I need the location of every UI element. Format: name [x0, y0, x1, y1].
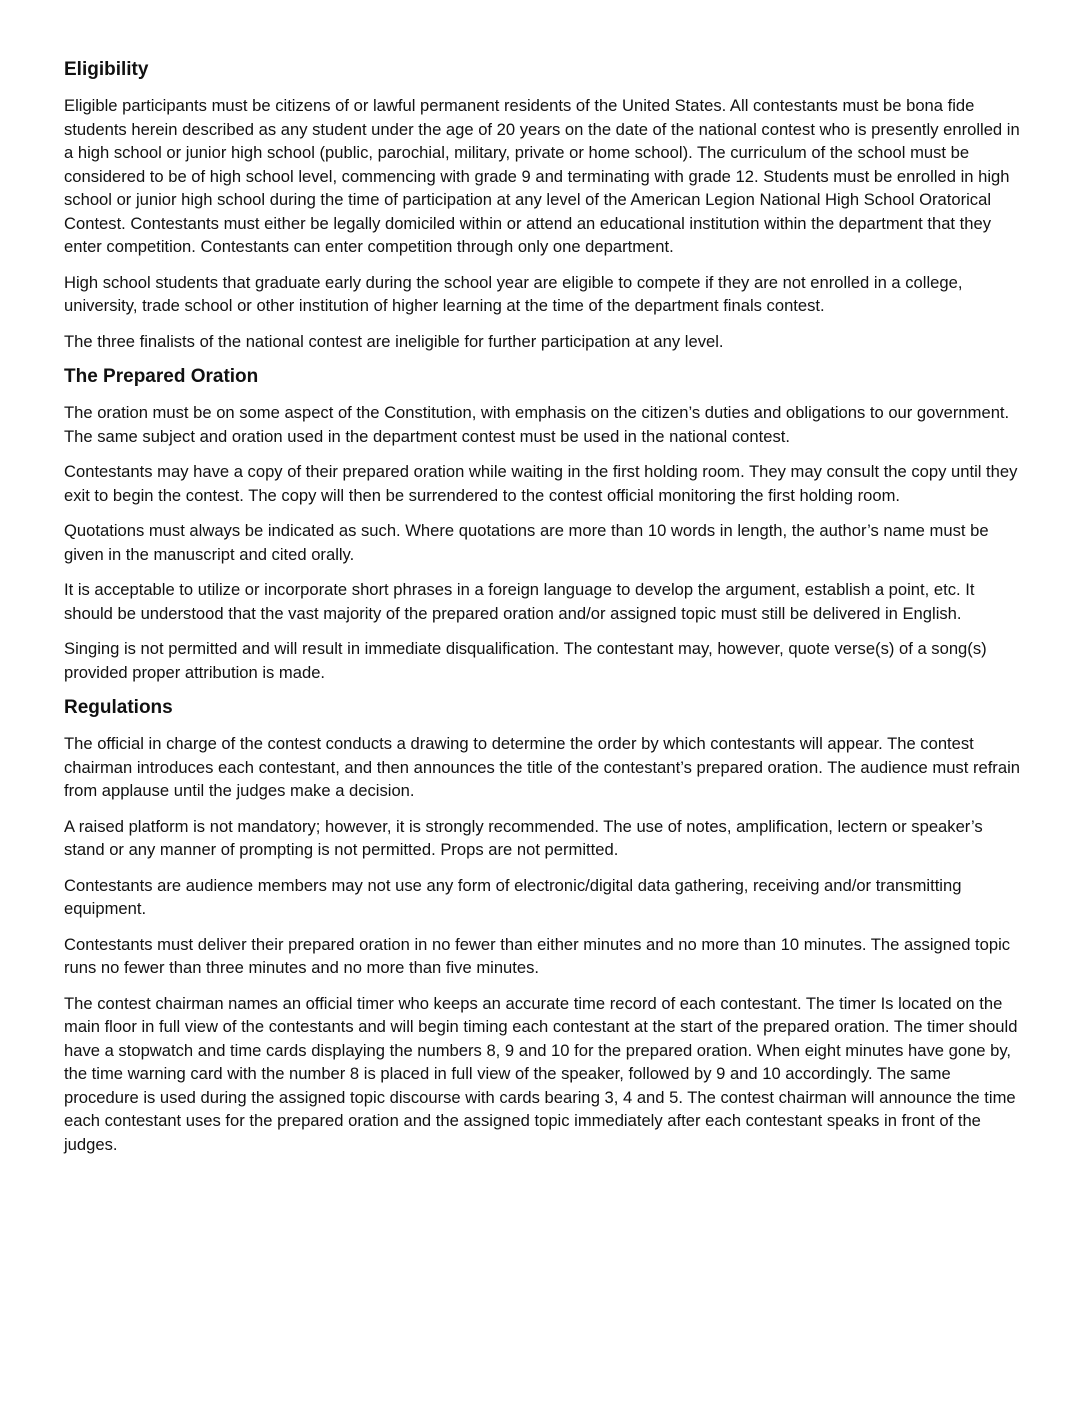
- paragraph: Quotations must always be indicated as such. Where quotations are more than 10 words in length, the author’s name must be given in the manuscript and cited orally.: [64, 521, 989, 564]
- section-prepared-oration: [64, 365, 1024, 684]
- paragraph: The three finalists of the national contest are ineligible for further participation at any level.: [64, 331, 724, 351]
- paragraph: The contest chairman names an official timer who keeps an accurate time record of each contestant. The timer Is located on the main floor in full view of the contestants and will begin timing each contestant at the start of the prepared oration. The timer should have a stopwatch and time cards displaying the numbers 8, 9 and 10 for the prepared oration. When eight minutes have gone by, the time warning card with the number 8 is placed in full view of the speaker, followed by 9 and 10 accordingly. The same procedure is used during the assigned topic discourse with cards bearing 3, 4 and 5. The contest chairman will announce the time each contestant uses for the prepared oration and the assigned topic immediately after each contestant speaks in front of the judges.: [64, 993, 1018, 1154]
- paragraph: Contestants may have a copy of their prepared oration while waiting in the first holding room. They may consult the copy until they exit to begin the contest. The copy will then be surrendered to the contest official monitoring the first holding room.: [64, 462, 1018, 505]
- paragraph: High school students that graduate early during the school year are eligible to compete if they are not enrolled in a college, university, trade school or other institution of higher learning at the time of the department finals contest.: [64, 272, 963, 315]
- paragraph: Contestants must deliver their prepared oration in no fewer than either minutes and no more than 10 minutes. The assigned topic runs no fewer than three minutes and no more than five minutes.: [64, 934, 1011, 977]
- paragraph: The official in charge of the contest conducts a drawing to determine the order by which contestants will appear. The contest chairman introduces each contestant, and then announces the title of the contestant’s prepared oration. The audience must refrain from applause until the judges make a decision.: [64, 734, 1020, 800]
- section-eligibility: [64, 58, 1024, 353]
- paragraph: It is acceptable to utilize or incorporate short phrases in a foreign language to develop the argument, establish a point, etc. It should be understood that the vast majority of the prepared oration and/or assigned topic must still be delivered in English.: [64, 580, 975, 623]
- section-heading: Eligibility: [64, 59, 149, 80]
- section-regulations: [64, 696, 1024, 1156]
- paragraph: The oration must be on some aspect of the Constitution, with emphasis on the citizen’s duties and obligations to our government. The same subject and oration used in the department contest must be used in the national contest.: [64, 403, 1010, 446]
- paragraph: Contestants are audience members may not use any form of electronic/digital data gathering, receiving and/or transmitting equipment.: [64, 875, 962, 918]
- paragraph: Singing is not permitted and will result in immediate disqualification. The contestant may, however, quote verse(s) of a song(s) provided proper attribution is made.: [64, 639, 987, 682]
- document-page: [64, 58, 1024, 1168]
- paragraph: A raised platform is not mandatory; however, it is strongly recommended. The use of notes, amplification, lectern or speaker’s stand or any manner of prompting is not permitted. Props are not permitted.: [64, 816, 983, 859]
- paragraph: Eligible participants must be citizens of or lawful permanent residents of the United States. All contestants must be bona fide students herein described as any student under the age of 20 years on the date of the national contest who is presently enrolled in a high school or junior high school (public, parochial, military, private or home school). The curriculum of the school must be considered to be of high school level, commencing with grade 9 and terminating with grade 12. Students must be enrolled in high school or junior high school during the time of participation at any level of the American Legion National High School Oratorical Contest. Contestants must either be legally domiciled within or attend an educational institution within the department that they enter competition. Contestants can enter competition through only one department.: [64, 96, 1020, 256]
- section-heading: The Prepared Oration: [64, 366, 259, 387]
- section-heading: Regulations: [64, 697, 173, 718]
